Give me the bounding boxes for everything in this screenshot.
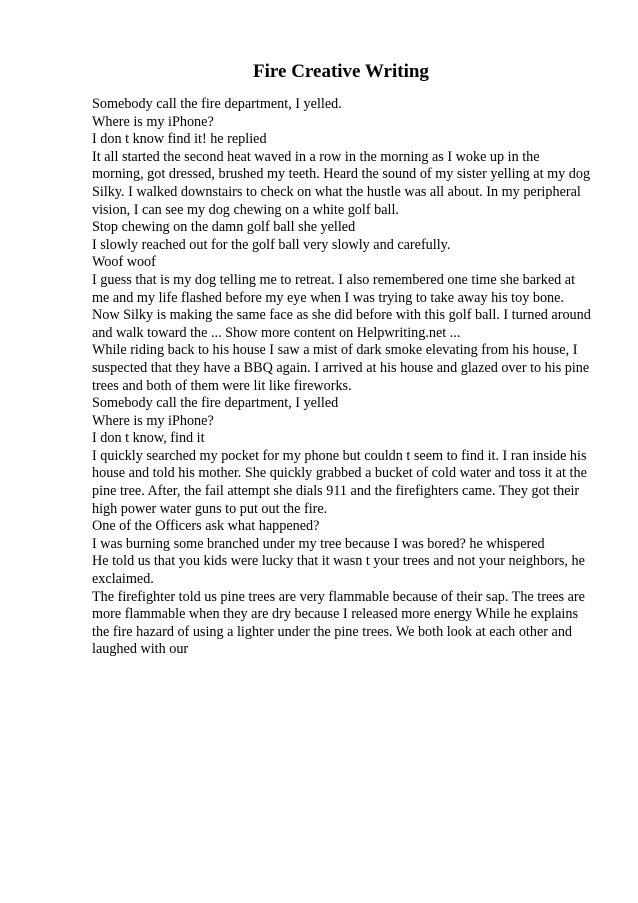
paragraph: I was burning some branched under my tree because I was bored? he whispered	[92, 535, 545, 552]
paragraph: It all started the second heat waved in a row in the morning as I woke up in the morning, got dressed, brushed my teeth. Heard the sound of my sister yelling at my dog Silky. I walked downstairs to check on what the hustle was all about. In my peripheral vision, I can see my dog chewing on a white golf ball.	[92, 148, 591, 218]
paragraph: While riding back to his house I saw a mist of dark smoke elevating from his house, I suspected that they have a BBQ again. I arrived at his house and glazed over to his pine trees and both of them were lit like fireworks.	[92, 342, 590, 394]
paragraph: One of the Officers ask what happened?	[92, 518, 320, 535]
paragraph: I quickly searched my pocket for my phone but couldn t seem to find it. I ran inside his house and told his mother. She quickly grabbed a bucket of cold water and toss it at the pine tree. After, the fail attempt she dials 911 and the firefighters came. They got their high power water guns to put out the fire.	[92, 447, 587, 517]
paragraph: I slowly reached out for the golf ball very slowly and carefully.	[92, 236, 451, 253]
paragraph: Somebody call the fire department, I yelled	[92, 395, 339, 412]
paragraph: Somebody call the fire department, I yelled.	[92, 96, 342, 112]
paragraph: I guess that is my dog telling me to retreat. I also remembered one time she barked at me and my life flashed before my eye when I was trying to take away his toy bone. Now Silky is making the same face as she did before with this golf ball. I turned around and walk toward the ... Show more content on Helpwriting.net ...	[92, 271, 591, 341]
paragraph: Woof woof	[92, 254, 156, 271]
paragraph: I don t know, find it	[92, 430, 205, 447]
paragraph: Stop chewing on the damn golf ball she yelled	[92, 219, 356, 236]
paragraph: He told us that you kids were lucky that it wasn t your trees and not your neighbors, he exclaimed.	[92, 553, 585, 588]
page-title: Fire Creative Writing	[253, 61, 429, 82]
paragraph: I don t know find it! he replied	[92, 131, 267, 148]
body-text	[92, 96, 592, 659]
paragraph: Where is my iPhone?	[92, 113, 214, 130]
paragraph: The firefighter told us pine trees are very flammable because of their sap. The trees are more flammable when they are dry because I released more energy While he explains the fire hazard of using a lighter under the pine trees. We both look at each other and laughed with our	[92, 588, 585, 658]
paragraph: Where is my iPhone?	[92, 412, 214, 429]
